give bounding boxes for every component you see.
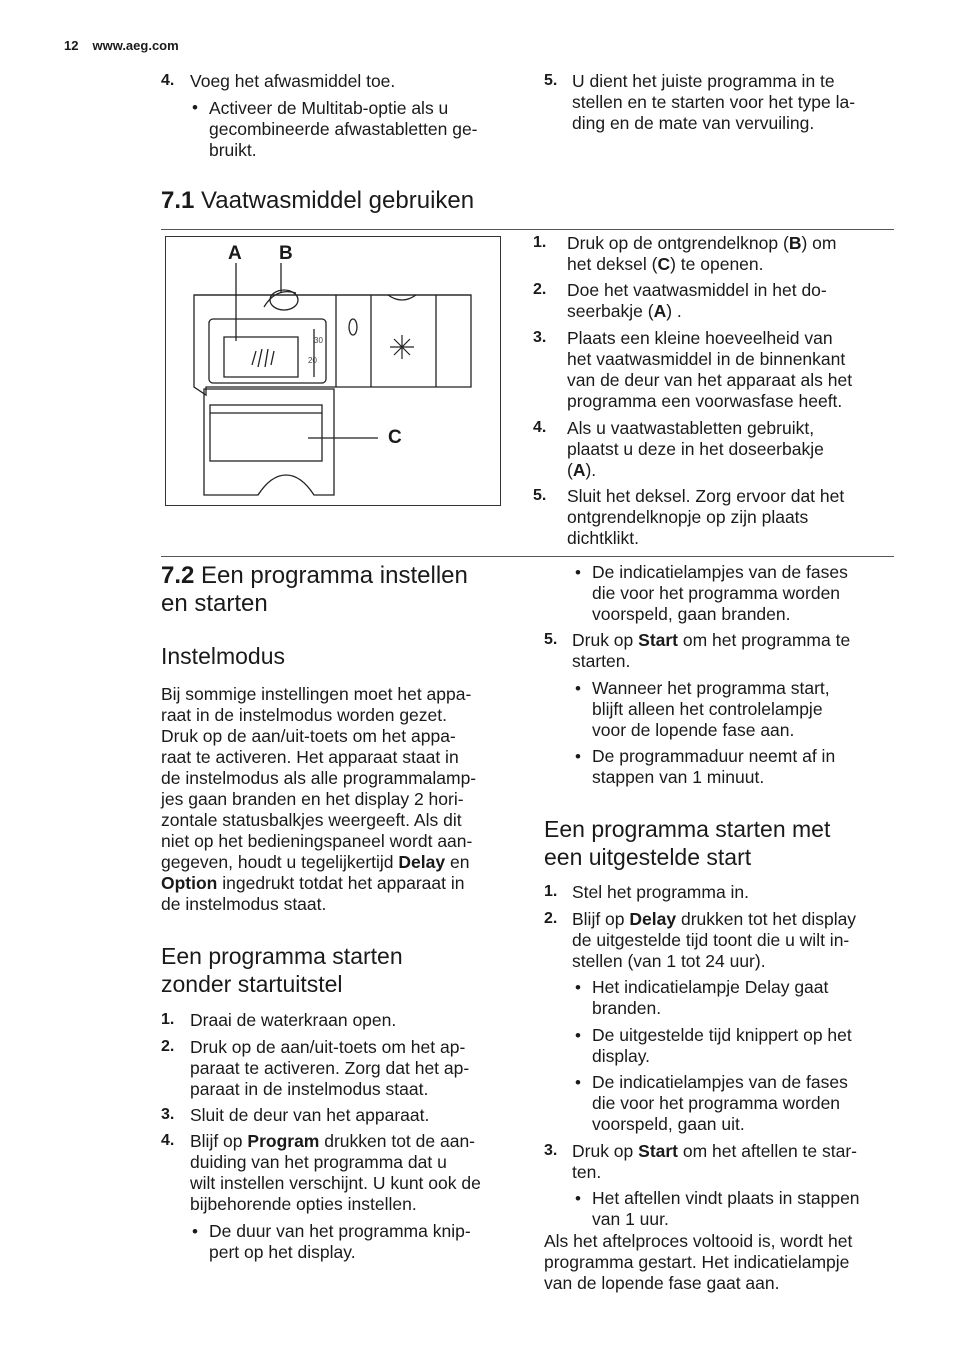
page-header: [64, 38, 179, 53]
step-number: 4.: [161, 1132, 175, 1149]
bullet-text: De indicatielampjes van de fases die voor het programma worden voorspeld, gaan branden.: [592, 562, 848, 624]
bullet-text: Activeer de Multitab-optie als u gecombineerde afwastabletten ge- bruikt.: [209, 98, 478, 160]
detergent-dispenser-figure: [165, 236, 501, 506]
bullet-dot: •: [575, 679, 581, 698]
bullet-dot: •: [192, 98, 198, 117]
step-text: Blijf op Delay drukken tot het display de uitgestelde tijd toont die u wilt in- stellen (van 1 tot 24 uur).: [572, 909, 857, 971]
subheading-uitgestelde-start: Een programma starten met een uitgestelde start: [544, 816, 831, 870]
bullet-dot: •: [575, 563, 581, 582]
bullet-dot: •: [575, 1073, 581, 1092]
step-number: 3.: [161, 1106, 175, 1123]
bullet-dot: •: [575, 1189, 581, 1208]
bullet-dot: •: [575, 1026, 581, 1045]
bullet-text: De uitgestelde tijd knippert op het display.: [592, 1025, 852, 1066]
bullet-text: Wanneer het programma start, blijft alleen het controlelampje voor de lopende fase aan.: [592, 678, 830, 740]
step-text: Druk op de ontgrendelknop (B) om het deksel (C) te openen.: [567, 233, 837, 274]
bullet-dot: •: [192, 1222, 198, 1241]
step-number: 3.: [544, 1142, 558, 1159]
label-b: B: [279, 243, 293, 264]
step-number: 4.: [533, 419, 547, 436]
step-number: 5.: [544, 631, 558, 648]
step-text: Druk op Start om het programma te starten.: [572, 630, 851, 671]
subheading-instelmodus: Instelmodus: [161, 643, 286, 669]
website-url: www.aeg.com: [92, 38, 179, 53]
bullet-text: Het indicatielampje Delay gaat branden.: [592, 977, 829, 1018]
step-number: 2.: [533, 281, 547, 298]
bullet-text: De duur van het programma knip- pert op het display.: [209, 1221, 471, 1262]
label-a: A: [228, 243, 242, 264]
label-c: C: [388, 427, 402, 448]
step-text: Doe het vaatwasmiddel in het do- seerbakje (A) .: [567, 280, 827, 321]
step-text: Druk op Start om het aftellen te star- ten.: [572, 1141, 857, 1182]
closing-paragraph: Als het aftelproces voltooid is, wordt het programma gestart. Het indicatielampje van de lopende fase gaat aan.: [544, 1231, 853, 1293]
subheading-zonder-startuitstel: Een programma starten zonder startuitstel: [161, 943, 403, 997]
bullet-dot: •: [575, 978, 581, 997]
step-text: Sluit de deur van het apparaat.: [190, 1105, 430, 1125]
section-divider: [161, 556, 894, 557]
step-number: 1.: [533, 234, 547, 251]
bullet-text: Het aftellen vindt plaats in stappen van 1 uur.: [592, 1188, 860, 1229]
page-number: 12: [64, 38, 79, 53]
step-number: 1.: [161, 1011, 175, 1028]
step-number: 2.: [544, 910, 558, 927]
section-heading-7-2: 7.2 Een programma instellen en starten: [161, 562, 468, 617]
scale-mark-30: 30: [314, 336, 323, 345]
instelmodus-paragraph: Bij sommige instellingen moet het appa- raat in de instelmodus worden gezet. Druk op de aan/uit-toets om het appa- raat te activeren. Het apparaat staat in de instelmodus als alle programmalamp- jes gaan branden en het display 2 hori- zontale statusbalkjes weergeeft. Als dit niet op het bedieningspaneel wordt aan- gegeven, houdt u tegelijkertijd Delay en Option ingedrukt totdat het apparaat in de instelmodus staat.: [161, 684, 477, 914]
bullet-text: De programmaduur neemt af in stappen van 1 minuut.: [592, 746, 836, 787]
step-number: 2.: [161, 1038, 175, 1055]
step-text: Draai de waterkraan open.: [190, 1010, 397, 1030]
step-text: Blijf op Program drukken tot de aan- duiding van het programma dat u wilt instellen verschijnt. U kunt ook de bijbehorende opties instellen.: [190, 1131, 481, 1214]
step-text: Voeg het afwasmiddel toe.: [190, 71, 396, 91]
scale-mark-20: 20: [308, 356, 317, 365]
section-divider: [161, 229, 894, 230]
bullet-text: De indicatielampjes van de fases die voor het programma worden voorspeld, gaan uit.: [592, 1072, 848, 1134]
step-text: U dient het juiste programma in te stellen en te starten voor het type la- ding en de mate van vervuiling.: [572, 71, 856, 133]
step-text: Stel het programma in.: [572, 882, 750, 902]
dispenser-illustration: [166, 237, 500, 505]
step-text: Plaats een kleine hoeveelheid van het vaatwasmiddel in de binnenkant van de deur van het apparaat als het programma een voorwasfase heeft.: [567, 328, 853, 411]
step-number: 5.: [533, 487, 547, 504]
step-text: Sluit het deksel. Zorg ervoor dat het ontgrendelknopje op zijn plaats dichtklikt.: [567, 486, 845, 548]
bullet-dot: •: [575, 747, 581, 766]
step-number: 3.: [533, 329, 547, 346]
section-heading-7-1: 7.1 Vaatwasmiddel gebruiken: [161, 187, 475, 214]
step-text: Als u vaatwastabletten gebruikt, plaatst u deze in het doseerbakje (A).: [567, 418, 824, 480]
step-number: 1.: [544, 883, 558, 900]
step-number: 4.: [161, 72, 175, 89]
step-number: 5.: [544, 72, 558, 89]
step-text: Druk op de aan/uit-toets om het ap- paraat te activeren. Zorg dat het ap- paraat in de instelmodus staat.: [190, 1037, 470, 1099]
